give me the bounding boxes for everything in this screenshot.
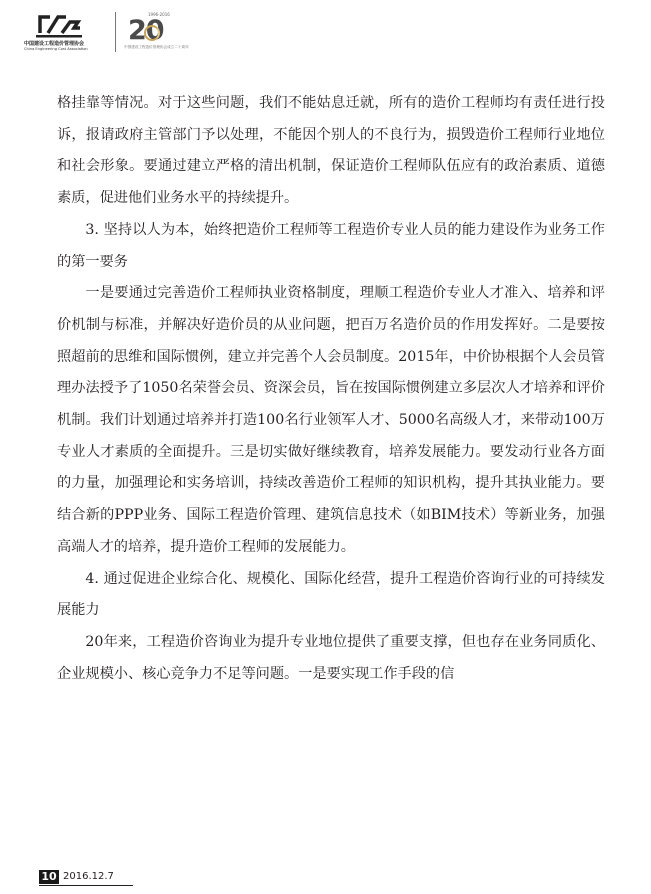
article-body (57, 88, 605, 690)
footer-rule (39, 885, 133, 886)
page-header (24, 10, 324, 56)
anniversary-subtitle: 中国建设工程造价管理协会成立二十周年 (124, 45, 189, 49)
paragraph: 20年来，工程造价咨询业为提升专业地位提供了重要支撑，但也存在业务同质化、企业规模小、核心竞争力不足等问题。一是要实现工作手段的信 (57, 633, 605, 682)
association-name-en: China Engineering Cost Association (24, 47, 88, 51)
section-heading-4: 4. 通过促进企业综合化、规模化、国际化经营，提升工程造价咨询行业的可持续发展能力 (57, 570, 605, 619)
page-number: 10 (39, 870, 59, 884)
anniversary-ring-icon (144, 25, 160, 41)
anniversary-logo (124, 12, 194, 54)
association-name-cn: 中国建设工程造价管理协会 (24, 41, 85, 47)
header-divider (115, 12, 116, 52)
paragraph: 格挂靠等情况。对于这些问题，我们不能姑息迁就，所有的造价工程师均有责任进行投诉，报请政府主管部门予以处理，不能因个别人的不良行为，损毁造价工程师行业地位和社会形象。要通过建立严格的清出机制，保证造价工程师队伍应有的政治素质、道德素质，促进他们业务水平的持续提升。 (57, 95, 605, 207)
association-logo-icon (36, 14, 82, 38)
anniversary-number: 20 (128, 15, 164, 46)
anniversary-years: 1996-2016 (148, 12, 170, 17)
association-logo (24, 10, 106, 56)
issue-date: 2016.12.7 (63, 871, 114, 882)
paragraph: 一是要通过完善造价工程师执业资格制度，理顺工程造价专业人才准入、培养和评价机制与标准，并解决好造价员的从业问题，把百万名造价员的作用发挥好。二是要按照超前的思维和国际惯例，建立并完善个人会员制度。2015年，中价协根据个人会员管理办法授予了1050名荣誉会员、资深会员，旨在按国际惯例建立多层次人才培养和评价机制。我们计划通过培养并打造100名行业领军人才、5000名高级人才，来带动100万专业人才素质的全面提升。三是切实做好继续教育，培养发展能力。要发动行业各方面的力量，加强理论和实务培训，持续改善造价工程师的知识机构，提升其执业能力。要结合新的PPP业务、国际工程造价管理、建筑信息技术（如BIM技术）等新业务，加强高端人才的培养，提升造价工程师的发展能力。 (57, 285, 605, 555)
section-heading-3: 3. 坚持以人为本，始终把造价工程师等工程造价专业人员的能力建设作为业务工作的第一要务 (57, 221, 605, 270)
